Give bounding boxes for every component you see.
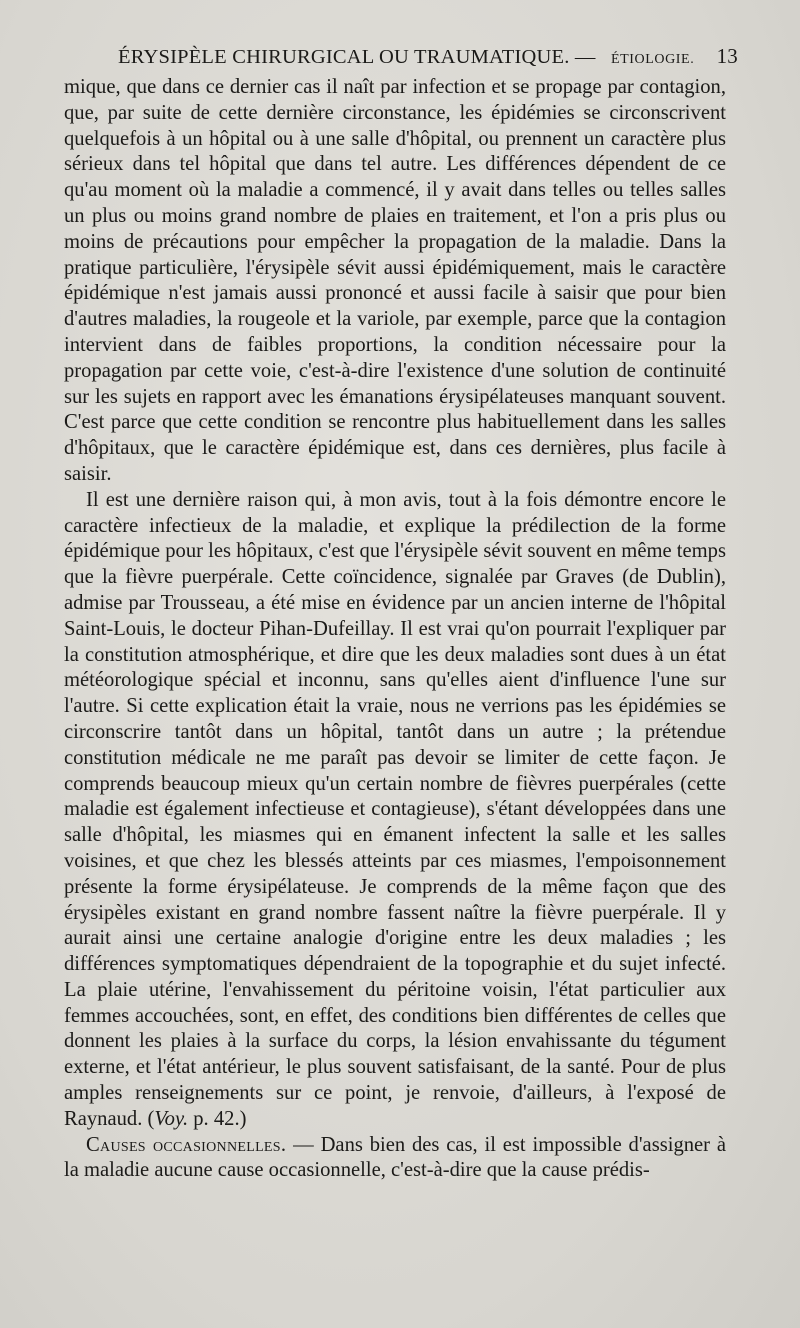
paragraph-1-text: mique, que dans ce dernier cas il naît par infection et se propage par contagion, que, par suite de cette dernière circonstance, les épidémies se circonscrivent quelquefois à un hôpital ou à une salle d'hôpital, ou prennent un caractère plus sérieux dans tel hôpital que dans tel autre. Les différences dépendent de ce qu'au moment où la maladie a commencé, il y avait dans telles ou telles salles un plus ou moins grand nombre de plaies en traitement, et l'on a pris plus ou moins de précautions pour empêcher la propagation de la maladie. Dans la pratique particulière, l'érysipèle sévit aussi épidémiquement, mais le caractère épidémique n'est jamais aussi prononcé et aussi facile à saisir que pour bien d'autres maladies, la rougeole et la variole, par exemple, parce que la contagion intervient dans de faibles proportions, la condition nécessaire pour la propagation par cette voie, c'est-à-dire l'existence d'une solution de continuité sur les sujets en rapport avec les émanations érysipélateuses manquant souvent. C'est parce que cette condition se rencontre plus habituellement dans les salles d'hôpitaux, que le caractère épidémique est, dans ces dernières, plus facile à saisir. [64,76,726,485]
reference-voy: Voy. [154,1107,189,1130]
section-title: ÉTIOLOGIE. [610,52,695,67]
paragraph-2-text: Il est une dernière raison qui, à mon avis, tout à la fois démontre encore le caractère infectieux de la maladie, et explique la prédilection de la forme épidémique pour les hôpitaux, c'est que l'érysipèle sévit souvent en même temps que la fièvre puerpérale. Cette coïncidence, signalée par Graves (de Dublin), admise par Trousseau, a été mise en évidence par un ancien interne de l'hôpital Saint-Louis, le docteur Pihan-Dufeillay. Il est vrai qu'on pourrait l'expliquer par la constitution atmosphérique, et dire que les deux maladies sont dues à un état météorologique spécial et inconnu, sans qu'elles aient d'influence l'une sur l'autre. Si cette explication était la vraie, nous ne verrions pas les épidémies se circonscrire tantôt dans un hôpital, tantôt dans un autre ; la prétendue constitution médicale ne me paraît pas devoir se limiter de cette façon. Je comprends beaucoup mieux qu'un certain nombre de fièvres puerpérales (cette maladie est également infectieuse et contagieuse), s'étant développées dans une salle d'hôpital, les miasmes qui en émanent infectent la salle et les salles voisines, et que chez les blessés atteints par ces miasmes, l'empoisonnement présente la forme érysipélateuse. Je comprends de la même façon que des érysipèles existant en grand nombre fassent naître la fièvre puerpérale. Il y aurait ainsi une certaine analogie d'origine entre les deux maladies ; les différences symptomatiques dépendraient de la topographie et du sujet infecté. La plaie utérine, l'envahissement du péritoine voisin, l'état particulier aux femmes accouchées, sont, en effet, des conditions bien différentes de celles que donnent les plaies à la surface du corps, la lésion envahissante du tégument externe, et l'état antérieur, le plus souvent satisfaisant, de la santé. Pour de plus amples renseignements sur ce point, je renvoie, d'ailleurs, à l'exposé de Raynaud. ( [64,488,726,1130]
body-text [64,75,726,1184]
reference-page: p. 42.) [188,1107,247,1130]
paragraph-3 [64,1133,726,1185]
section-heading-causes: Causes occasionnelles. [86,1133,287,1156]
running-title: ÉRYSIPÈLE CHIRURGICAL OU TRAUMATIQUE. — [118,46,601,68]
paragraph-1 [64,75,726,488]
running-header [118,44,738,69]
paragraph-3-text: — Dans bien des cas, il est impossible d'assigner à la maladie aucune cause occasionnelle, c'est-à-dire que la cause prédis- [64,1133,726,1182]
page-number: 13 [716,44,738,68]
running-title-group [118,46,694,69]
paragraph-2 [64,488,726,1133]
